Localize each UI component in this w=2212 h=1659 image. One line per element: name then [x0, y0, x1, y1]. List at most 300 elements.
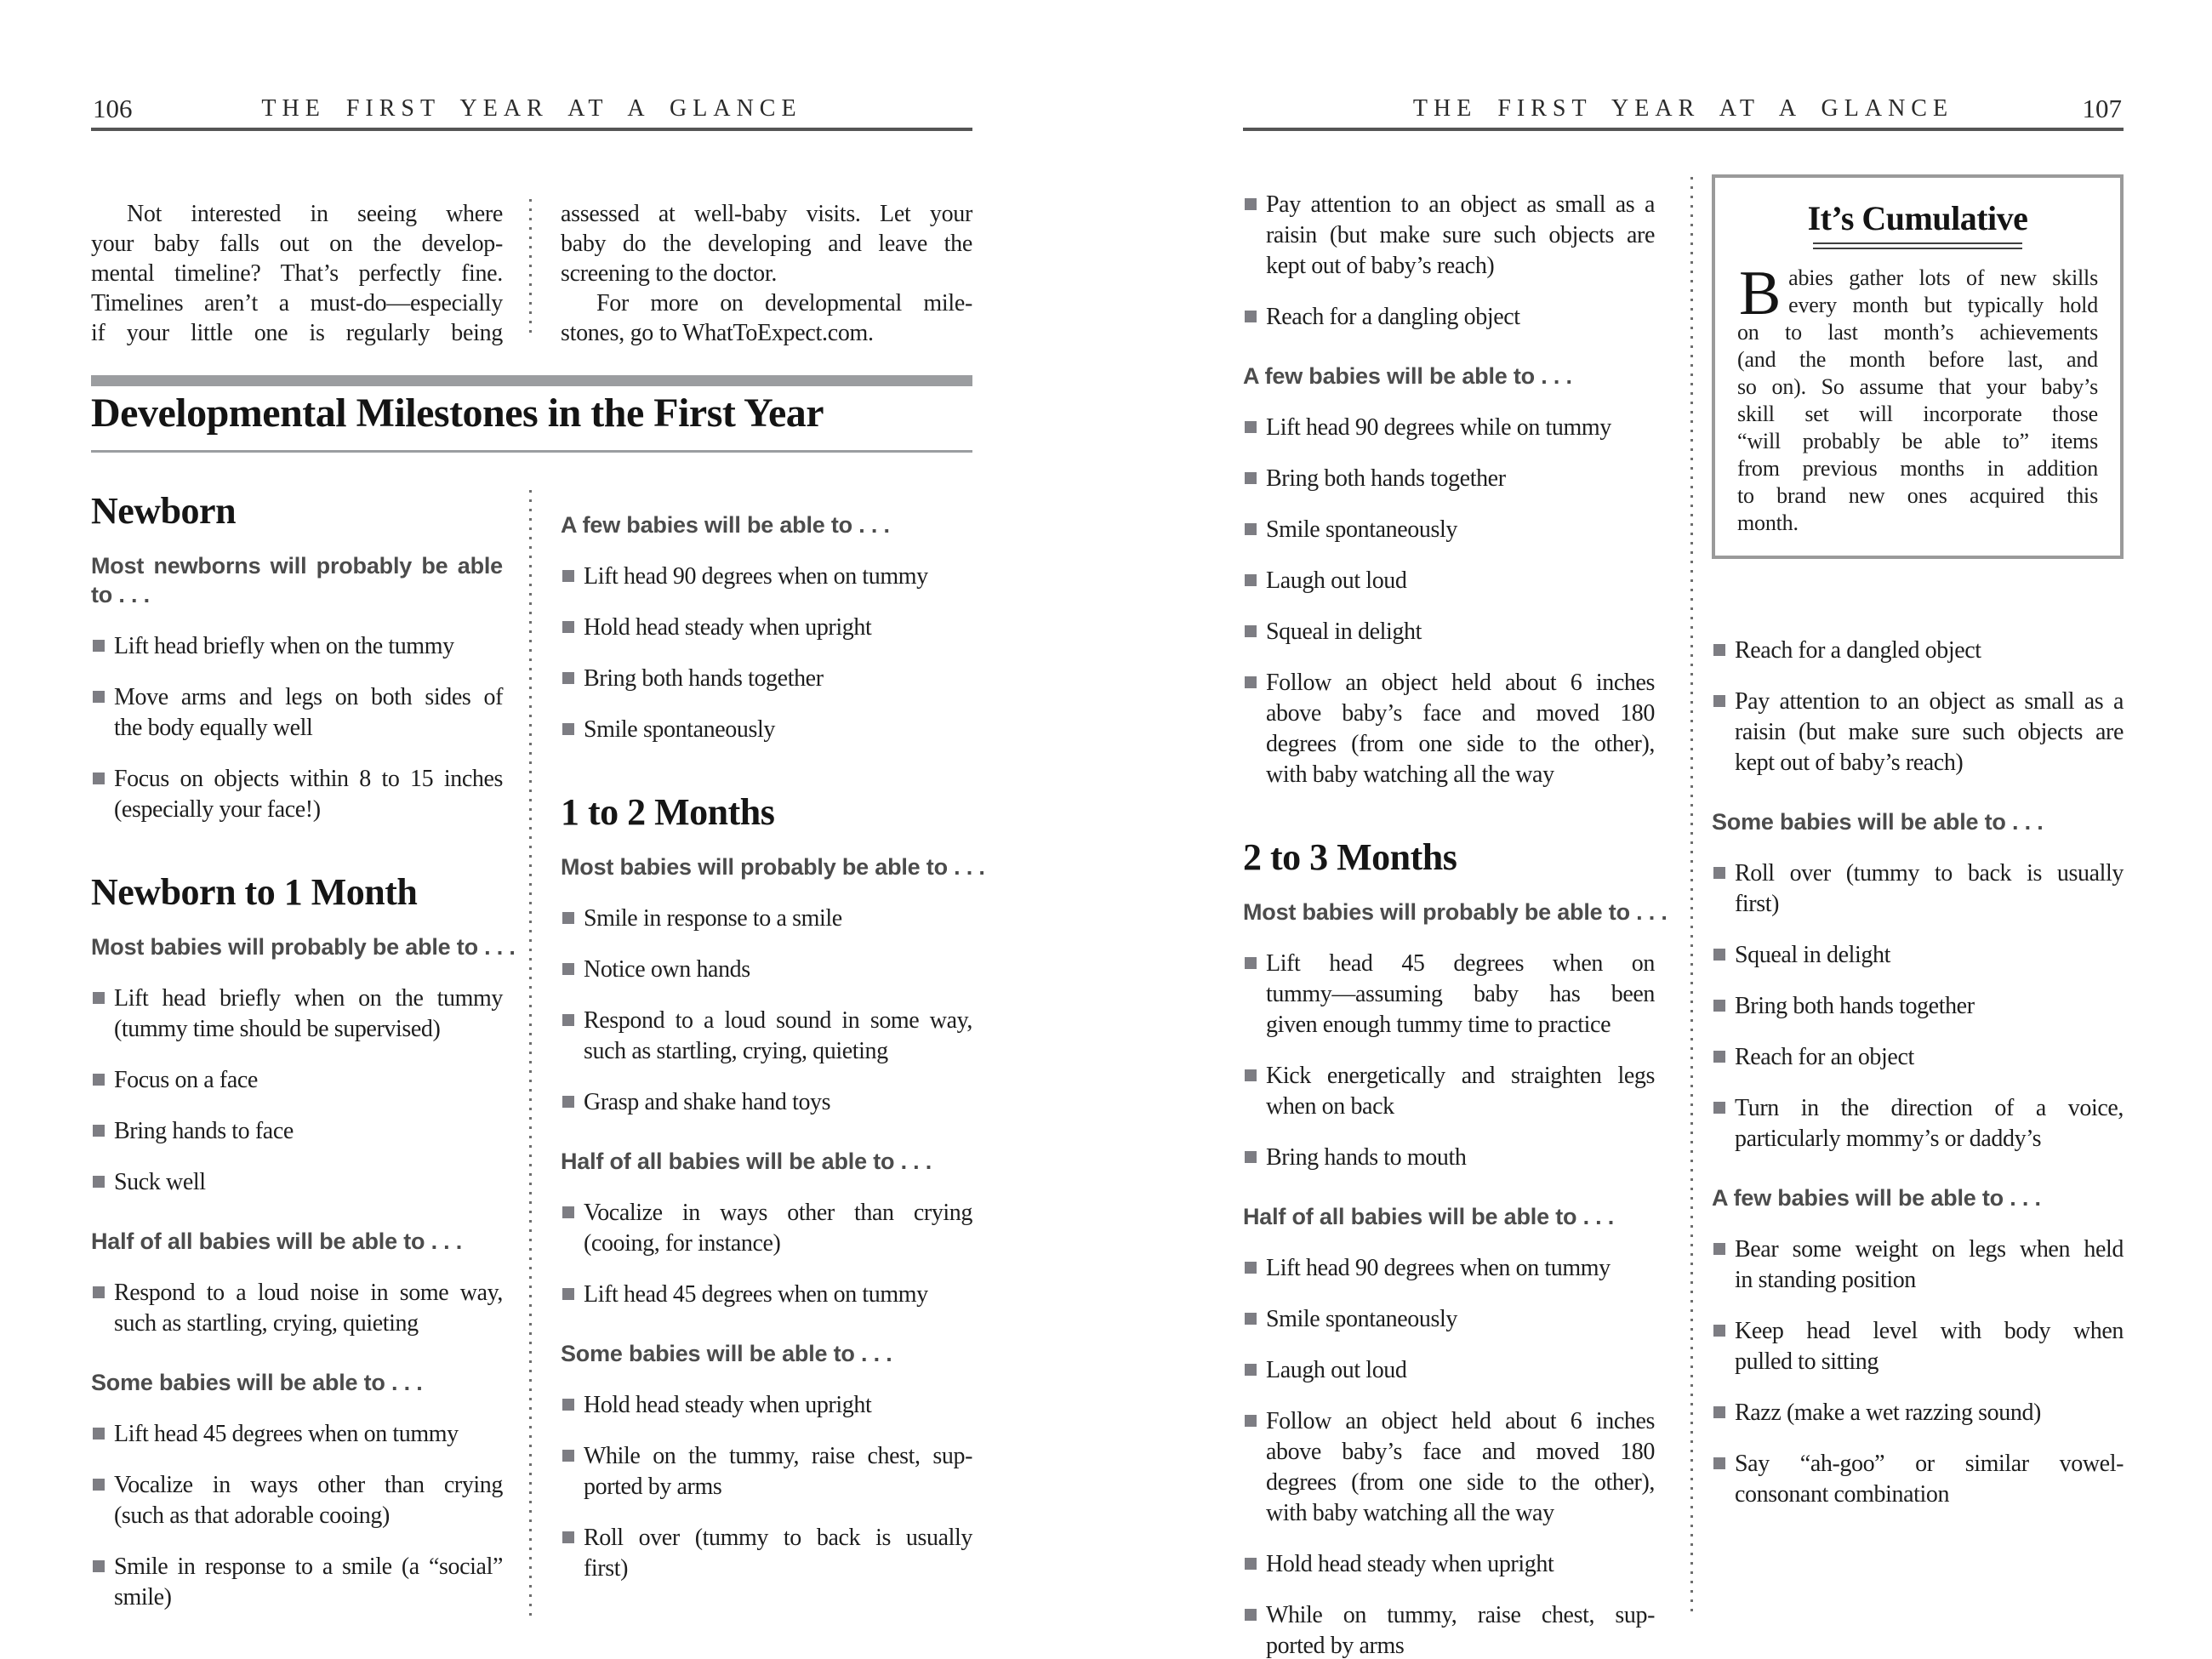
- box-title: It’s Cumulative: [1807, 199, 2028, 237]
- text-line: Half of all babies will be able to . . .: [561, 1149, 932, 1174]
- milestone-item: [1712, 1449, 2124, 1510]
- text-line: mental timeline? That’s perfectly fine.: [91, 260, 503, 287]
- text-line: on to last month’s achievements: [1737, 320, 2098, 345]
- bullet-square-icon: [562, 1531, 574, 1543]
- list-subheading: [1243, 362, 1655, 391]
- text-line: Half of all babies will be able to . . .: [91, 1229, 463, 1254]
- bullet-square-icon: [562, 672, 574, 684]
- milestones-column-right-1: [1243, 174, 1668, 1659]
- bullet-square-icon: [1245, 625, 1257, 637]
- text-line: Lift head 90 degrees while on tummy: [1266, 414, 1611, 441]
- text-line: Grasp and shake hand toys: [584, 1089, 831, 1115]
- milestone-item: [1243, 1253, 1655, 1284]
- text-line: (cooing, for instance): [584, 1230, 781, 1257]
- bullet-square-icon: [93, 691, 105, 703]
- text-line: ported by arms: [584, 1474, 722, 1500]
- bullet-square-icon: [562, 1014, 574, 1026]
- text-line: Laugh out loud: [1266, 1357, 1407, 1383]
- text-line: Respond to a loud sound in some way,: [584, 1007, 972, 1034]
- running-head-left: THE FIRST YEAR AT A GLANCE: [261, 95, 802, 122]
- bullet-square-icon: [1245, 1151, 1257, 1163]
- list-subheading: [91, 551, 503, 609]
- text-line: Not interested in seeing where: [127, 201, 503, 227]
- text-line: assessed at well-baby visits. Let your: [561, 201, 972, 227]
- bullet-square-icon: [1245, 1069, 1257, 1081]
- bullet-square-icon: [1713, 695, 1725, 707]
- milestone-item: [1243, 413, 1655, 443]
- text-line: Timelines aren’t a must-do—especially: [91, 290, 503, 316]
- item-text: [114, 1278, 503, 1339]
- text-line: if your little one is regularly being: [91, 320, 503, 346]
- milestones-column-right-2: [1712, 174, 2124, 1510]
- text-line: (such as that adorable cooing): [114, 1502, 390, 1529]
- running-head-right: THE FIRST YEAR AT A GLANCE: [1412, 95, 1954, 122]
- page-106: [91, 0, 985, 1659]
- milestones-column-left-2: [561, 482, 985, 1584]
- milestone-item: [1243, 464, 1655, 494]
- section-title: Developmental Milestones in the First Year: [91, 391, 824, 436]
- cumulative-sidebar-box: [1712, 174, 2124, 559]
- milestone-item: [561, 904, 972, 934]
- item-text: [1735, 940, 2124, 971]
- text-line: “will probably be able to” items: [1737, 429, 2098, 453]
- text-line: with baby watching all the way: [1266, 761, 1554, 788]
- list-subheading: [561, 510, 972, 539]
- item-text: [1735, 687, 2124, 778]
- text-line: Most newborns will probably be able: [91, 553, 503, 579]
- item-text: [1735, 1449, 2124, 1510]
- bullet-square-icon: [93, 1286, 105, 1298]
- text-line: given enough tummy time to practice: [1266, 1012, 1611, 1038]
- text-line: Razz (make a wet razzing sound): [1735, 1400, 2041, 1426]
- bullet-square-icon: [1245, 421, 1257, 433]
- text-line: Smile spontaneously: [584, 716, 775, 743]
- milestone-item: [1712, 1093, 2124, 1154]
- item-text: [1735, 636, 2124, 666]
- bullet-square-icon: [1245, 1609, 1257, 1621]
- text-line: kept out of baby’s reach): [1266, 253, 1495, 279]
- text-line: baby do the developing and leave the: [561, 231, 972, 257]
- text-line: Some babies will be able to . . .: [91, 1370, 423, 1395]
- milestone-item: [561, 1006, 972, 1067]
- text-line: Reach for a dangled object: [1735, 637, 1981, 664]
- text-line: Suck well: [114, 1169, 206, 1195]
- item-text: [1266, 1143, 1655, 1173]
- bullet-square-icon: [562, 621, 574, 633]
- text-line: Pay attention to an object as small as a: [1735, 688, 2124, 715]
- milestone-item: [1243, 1406, 1655, 1529]
- item-text: [1266, 1253, 1655, 1284]
- text-line: consonant combination: [1735, 1481, 1950, 1508]
- milestone-item: [1243, 949, 1655, 1040]
- text-line: smile): [114, 1584, 172, 1611]
- text-line: Most babies will probably be able to . . .: [91, 934, 516, 960]
- text-line: For more on developmental mile-: [596, 290, 972, 316]
- text-line: raisin (but make sure such objects are: [1266, 222, 1655, 248]
- list-subheading: [1712, 1183, 2124, 1212]
- text-line: every month but typically hold: [1788, 293, 2098, 317]
- text-line: Some babies will be able to . . .: [561, 1341, 892, 1366]
- bullet-square-icon: [1245, 1415, 1257, 1427]
- text-line: Half of all babies will be able to . . .: [1243, 1204, 1615, 1229]
- milestone-item: [91, 1065, 503, 1096]
- item-text: [1735, 1042, 2124, 1073]
- bullet-square-icon: [93, 992, 105, 1004]
- item-text: [1266, 413, 1655, 443]
- milestone-item: [1243, 566, 1655, 596]
- milestone-item: [91, 1552, 503, 1613]
- bullet-square-icon: [1245, 957, 1257, 969]
- text-line: Squeal in delight: [1735, 942, 1890, 968]
- bullet-square-icon: [1713, 1406, 1725, 1418]
- item-text: [584, 1390, 972, 1421]
- text-line: in standing position: [1735, 1267, 1916, 1293]
- text-line: A few babies will be able to . . .: [561, 512, 890, 538]
- milestone-item: [91, 1419, 503, 1450]
- text-line: month.: [1737, 510, 1799, 535]
- column-divider-left-page: [529, 490, 532, 1622]
- text-line: Roll over (tummy to back is usually: [584, 1525, 972, 1551]
- intro-paragraph: [91, 199, 503, 348]
- text-line: Lift head briefly when on the tummy: [114, 985, 503, 1012]
- milestone-item: [1243, 1549, 1655, 1580]
- item-text: [1266, 1406, 1655, 1529]
- text-line: Say “ah-goo” or similar vowel-: [1735, 1451, 2124, 1477]
- bullet-square-icon: [93, 1479, 105, 1491]
- text-line: first): [584, 1555, 629, 1582]
- item-text: [114, 1167, 503, 1198]
- text-line: Focus on objects within 8 to 15 inches: [114, 766, 503, 792]
- text-line: Lift head 45 degrees when on: [1266, 950, 1655, 977]
- milestone-item: [1712, 636, 2124, 666]
- page-number-right: 107: [2082, 94, 2122, 123]
- intro-column-divider: [529, 199, 532, 337]
- milestone-item: [1712, 1316, 2124, 1377]
- text-line: Vocalize in ways other than crying: [584, 1200, 972, 1226]
- text-line: Roll over (tummy to back is usually: [1735, 860, 2124, 887]
- item-text: [1266, 190, 1655, 282]
- text-line: Lift head briefly when on the tummy: [114, 633, 454, 659]
- text-line: Hold head steady when upright: [584, 614, 872, 641]
- text-line: when on back: [1266, 1093, 1394, 1120]
- text-line: to brand new ones acquired this: [1737, 483, 2098, 508]
- text-line: Kick energetically and straighten legs: [1266, 1063, 1655, 1089]
- item-text: [584, 1087, 972, 1118]
- text-line: above baby’s face and moved 180: [1266, 1439, 1655, 1465]
- text-line: (and the month before last, and: [1737, 347, 2098, 372]
- milestone-item: [1243, 1061, 1655, 1122]
- section-heading: 2 to 3 Months: [1243, 836, 1457, 878]
- item-text: [114, 1065, 503, 1096]
- bullet-square-icon: [562, 1450, 574, 1462]
- item-text: [584, 613, 972, 643]
- milestone-item: [91, 1278, 503, 1339]
- text-line: so on). So assume that your baby’s: [1737, 374, 2098, 399]
- milestone-item: [91, 1470, 503, 1531]
- text-line: Bring both hands together: [1266, 465, 1506, 492]
- item-text: [1266, 1304, 1655, 1335]
- text-line: Laugh out loud: [1266, 567, 1407, 594]
- text-line: Focus on a face: [114, 1067, 258, 1093]
- text-line: Bring both hands together: [584, 665, 824, 692]
- milestones-column-left-1: [91, 482, 516, 1613]
- milestone-item: [1243, 515, 1655, 545]
- milestone-item: [561, 613, 972, 643]
- text-line: stones, go to WhatToExpect.com.: [561, 320, 874, 346]
- text-line: Keep head level with body when: [1735, 1318, 2124, 1344]
- box-body: [1737, 259, 2098, 537]
- item-text: [584, 1523, 972, 1584]
- intro-paragraph: [561, 288, 972, 348]
- bullet-square-icon: [562, 963, 574, 975]
- bullet-square-icon: [562, 1096, 574, 1108]
- milestone-item: [561, 1280, 972, 1310]
- text-line: Move arms and legs on both sides of: [114, 684, 503, 710]
- milestone-item: [561, 1441, 972, 1502]
- bullet-square-icon: [562, 1288, 574, 1300]
- bullet-square-icon: [1245, 198, 1257, 210]
- section-heading: Newborn: [91, 490, 237, 532]
- milestone-item: [1243, 1355, 1655, 1386]
- section-title-bar: [91, 375, 972, 386]
- bullet-square-icon: [562, 912, 574, 924]
- list-subheading: [561, 1339, 972, 1368]
- item-text: [1266, 949, 1655, 1040]
- box-title-double-rule: [1813, 242, 2022, 249]
- item-text: [1266, 515, 1655, 545]
- bullet-square-icon: [1245, 523, 1257, 535]
- milestone-item: [1712, 940, 2124, 971]
- item-text: [114, 1470, 503, 1531]
- text-line: skill set will incorporate those: [1737, 402, 2098, 426]
- text-line: While on the tummy, raise chest, sup-: [584, 1443, 972, 1469]
- text-line: Bring both hands together: [1735, 993, 1975, 1019]
- milestone-item: [91, 631, 503, 662]
- milestone-item: [1243, 1600, 1655, 1659]
- section-heading: Newborn to 1 Month: [91, 871, 418, 913]
- text-line: degrees (from one side to the other),: [1266, 731, 1655, 757]
- text-line: (tummy time should be supervised): [114, 1016, 441, 1042]
- bullet-square-icon: [1245, 1364, 1257, 1376]
- item-text: [584, 904, 972, 934]
- text-line: Lift head 90 degrees when on tummy: [584, 563, 928, 590]
- column-divider-right-page: [1690, 177, 1693, 1611]
- bullet-square-icon: [1713, 1051, 1725, 1063]
- bullet-square-icon: [93, 1125, 105, 1137]
- bullet-square-icon: [562, 723, 574, 735]
- text-line: Reach for a dangling object: [1266, 304, 1520, 330]
- item-text: [1735, 1316, 2124, 1377]
- milestone-item: [91, 682, 503, 744]
- item-text: [114, 983, 503, 1045]
- list-subheading: [91, 1368, 503, 1397]
- text-line: particularly mommy’s or daddy’s: [1735, 1126, 2042, 1152]
- item-text: [1266, 1600, 1655, 1659]
- text-line: A few babies will be able to . . .: [1243, 363, 1572, 389]
- milestone-item: [91, 1116, 503, 1147]
- bullet-square-icon: [1245, 676, 1257, 688]
- milestone-item: [561, 664, 972, 694]
- bullet-square-icon: [93, 1074, 105, 1086]
- milestone-item: [1712, 1398, 2124, 1428]
- header-rule-right: [1243, 128, 2124, 131]
- bullet-square-icon: [1713, 867, 1725, 879]
- header-rule-left: [91, 128, 972, 131]
- item-text: [1266, 1355, 1655, 1386]
- page-number-left: 106: [93, 94, 133, 123]
- item-text: [1735, 991, 2124, 1022]
- bullet-square-icon: [1713, 1102, 1725, 1114]
- drop-cap: B: [1739, 259, 1782, 328]
- milestone-item: [1243, 1143, 1655, 1173]
- text-line: abies gather lots of new skills: [1788, 265, 2098, 290]
- bullet-square-icon: [1245, 472, 1257, 484]
- item-text: [584, 664, 972, 694]
- milestone-item: [1712, 991, 2124, 1022]
- bullet-square-icon: [1245, 574, 1257, 586]
- milestone-item: [91, 983, 503, 1045]
- text-line: Smile spontaneously: [1266, 1306, 1457, 1332]
- bullet-square-icon: [93, 640, 105, 652]
- milestone-item: [1243, 190, 1655, 282]
- item-text: [584, 715, 972, 745]
- milestone-item: [1712, 1042, 2124, 1073]
- milestone-item: [1712, 858, 2124, 920]
- text-line: screening to the doctor.: [561, 260, 778, 287]
- text-line: ported by arms: [1266, 1633, 1405, 1659]
- text-line: Bring hands to mouth: [1266, 1144, 1467, 1171]
- list-subheading: [1712, 807, 2124, 836]
- milestone-item: [561, 562, 972, 592]
- text-line: Follow an object held about 6 inches: [1266, 670, 1655, 696]
- item-text: [584, 562, 972, 592]
- intro-column-1: [91, 199, 503, 348]
- list-subheading: [91, 1227, 503, 1256]
- item-text: [114, 682, 503, 744]
- text-line: Bring hands to face: [114, 1118, 294, 1144]
- text-line: first): [1735, 891, 1780, 917]
- list-subheading: [1243, 898, 1668, 926]
- text-line: Lift head 45 degrees when on tummy: [584, 1281, 928, 1308]
- item-text: [1735, 858, 2124, 920]
- item-text: [584, 1006, 972, 1067]
- item-text: [1266, 1549, 1655, 1580]
- milestone-item: [561, 1523, 972, 1584]
- item-text: [584, 1280, 972, 1310]
- milestone-item: [1243, 617, 1655, 647]
- milestone-item: [561, 715, 972, 745]
- text-line: (especially your face!): [114, 796, 321, 823]
- text-line: kept out of baby’s reach): [1735, 750, 1964, 776]
- item-text: [114, 631, 503, 662]
- bullet-square-icon: [1245, 1262, 1257, 1274]
- text-line: Respond to a loud noise in some way,: [114, 1280, 503, 1306]
- item-text: [114, 1116, 503, 1147]
- text-line: above baby’s face and moved 180: [1266, 700, 1655, 727]
- item-text: [114, 1552, 503, 1613]
- text-line: A few babies will be able to . . .: [1712, 1185, 2041, 1211]
- text-line: tummy—assuming baby has been: [1266, 981, 1655, 1007]
- item-text: [584, 955, 972, 985]
- text-line: Smile in response to a smile: [584, 905, 842, 932]
- milestone-item: [91, 1167, 503, 1198]
- milestone-item: [561, 1198, 972, 1259]
- text-line: the body equally well: [114, 715, 313, 741]
- page-107: [1243, 0, 2124, 1659]
- milestone-item: [1243, 302, 1655, 333]
- milestone-item: [91, 764, 503, 825]
- text-line: Most babies will probably be able to . . .: [1243, 899, 1668, 925]
- item-text: [1735, 1093, 2124, 1154]
- item-text: [584, 1441, 972, 1502]
- milestone-item: [561, 1390, 972, 1421]
- text-line: Squeal in delight: [1266, 619, 1422, 645]
- milestone-item: [1243, 1304, 1655, 1335]
- bullet-square-icon: [93, 1428, 105, 1440]
- bullet-square-icon: [1713, 1243, 1725, 1255]
- text-line: with baby watching all the way: [1266, 1500, 1554, 1526]
- text-line: such as startling, crying, quieting: [584, 1038, 888, 1064]
- milestone-item: [1243, 668, 1655, 790]
- intro-column-2: [561, 199, 972, 348]
- bullet-square-icon: [562, 1206, 574, 1218]
- text-line: Hold head steady when upright: [584, 1392, 872, 1418]
- text-line: pulled to sitting: [1735, 1348, 1878, 1375]
- text-line: from previous months in addition: [1737, 456, 2098, 481]
- text-line: While on tummy, raise chest, sup-: [1266, 1602, 1655, 1628]
- section-title-rule: [91, 450, 972, 453]
- text-line: Notice own hands: [584, 956, 750, 983]
- text-line: Turn in the direction of a voice,: [1735, 1095, 2124, 1121]
- text-line: Most babies will probably be able to . . .: [561, 854, 985, 880]
- text-line: Pay attention to an object as small as a: [1266, 191, 1655, 218]
- item-text: [584, 1198, 972, 1259]
- item-text: [1266, 464, 1655, 494]
- text-line: Smile in response to a smile (a “social”: [114, 1554, 503, 1580]
- intro-paragraph: [561, 199, 972, 288]
- bullet-square-icon: [93, 1560, 105, 1572]
- item-text: [1266, 302, 1655, 333]
- bullet-square-icon: [562, 570, 574, 582]
- text-line: Some babies will be able to . . .: [1712, 809, 2044, 835]
- bullet-square-icon: [93, 1176, 105, 1188]
- text-line: such as startling, crying, quieting: [114, 1310, 419, 1337]
- item-text: [1735, 1234, 2124, 1296]
- text-line: Hold head steady when upright: [1266, 1551, 1554, 1577]
- list-subheading: [561, 1147, 972, 1176]
- list-subheading: [91, 932, 516, 961]
- list-subheading: [561, 852, 985, 881]
- text-line: to . . .: [91, 582, 150, 607]
- item-text: [1735, 1398, 2124, 1428]
- text-line: Vocalize in ways other than crying: [114, 1472, 503, 1498]
- bullet-square-icon: [1245, 311, 1257, 322]
- item-text: [114, 1419, 503, 1450]
- section-heading: 1 to 2 Months: [561, 791, 775, 833]
- milestone-item: [1712, 1234, 2124, 1296]
- text-line: Lift head 90 degrees when on tummy: [1266, 1255, 1611, 1281]
- milestone-item: [561, 955, 972, 985]
- list-subheading: [1243, 1202, 1655, 1231]
- item-text: [1266, 617, 1655, 647]
- item-text: [1266, 668, 1655, 790]
- text-line: Bear some weight on legs when held: [1735, 1236, 2124, 1263]
- milestone-item: [1712, 687, 2124, 778]
- bullet-square-icon: [1245, 1313, 1257, 1325]
- item-text: [114, 764, 503, 825]
- text-line: degrees (from one side to the other),: [1266, 1469, 1655, 1496]
- bullet-square-icon: [562, 1399, 574, 1411]
